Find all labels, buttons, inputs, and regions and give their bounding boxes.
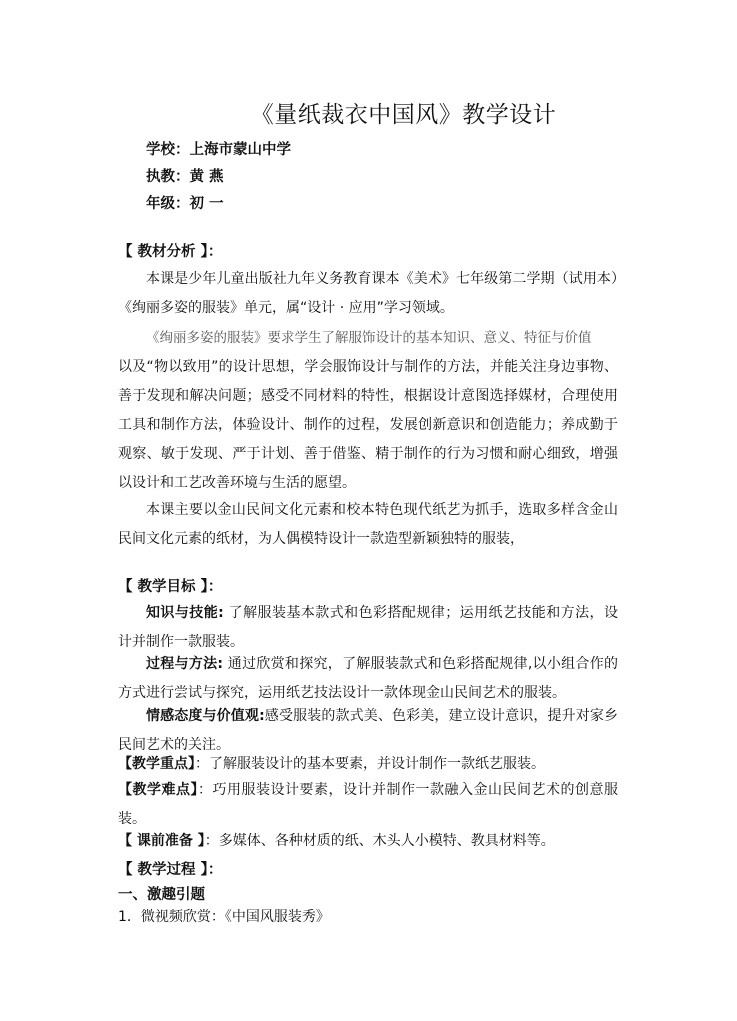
school-line [146, 138, 291, 159]
goal-process-label: 过程与方法: [146, 656, 224, 672]
goal-process [118, 650, 618, 708]
analysis-heading: 【 教材分析 】： [118, 244, 223, 260]
teacher-label: 执教： [146, 169, 190, 185]
teacher-value: 黄 燕 [189, 169, 224, 185]
analysis-paragraph-2-lead: 《绚丽多姿的服装》要求学生了解服饰设计的基本知识、意义、特征与价值 [146, 330, 592, 346]
key-point-heading: 【教学重点】 [118, 756, 195, 772]
document-title: 《量纸裁衣中国风》教学设计 [250, 102, 557, 128]
difficulty [118, 776, 618, 834]
difficulty-heading: 【教学难点】 [118, 782, 198, 798]
school-value: 上海市蒙山中学 [189, 142, 291, 158]
preparation [118, 827, 618, 856]
process-step1-title: 一、激趣引题 [118, 887, 205, 903]
grade-label: 年级： [146, 196, 190, 212]
process-step1-item: 1．微视频欣赏：《中国风服装秀》 [118, 909, 330, 925]
difficulty-text: ：巧用服装设计要素，设计并制作一款融入金山民间艺术的创意服装。 [118, 782, 618, 827]
grade-value: 初 一 [189, 196, 224, 212]
analysis-paragraph-2-body: 以及“物以致用”的设计思想，学会服饰设计与制作的方法，并能关注身边事物、善于发现和解决问题；感受不同材料的特性，根据设计意图选择媒材，合理使用工具和制作方法，体验设计、制作的过程，发展创新意识和创造能力；养成勤于观察、敏于发现、严于计划、善于借鉴、精于制作的行为习惯和耐心细致，增强以设计和工艺改善环境与生活的愿望。 [118, 359, 618, 491]
goal-process-text: 通过欣赏和探究，了解服装款式和色彩搭配规律,以小组合作的方式进行尝试与探究，运用纸艺技法设计一款体现金山民间艺术的服装。 [118, 656, 618, 701]
preparation-text: ：多媒体、各种材质的纸、木头人小模特、教具材料等。 [204, 833, 555, 849]
goal-knowledge-text: 了解服装基本款式和色彩搭配规律；运用纸艺技能和方法，设计并制作一款服装。 [118, 605, 618, 650]
analysis-paragraph-3: 本课主要以金山民间文化元素和校本特色现代纸艺为抓手，选取多样含金山民间文化元素的纸材，为人偶模特设计一款造型新颖独特的服装， [118, 502, 618, 547]
key-point [118, 750, 618, 779]
key-point-text: ：了解服装设计的基本要素，并设计制作一款纸艺服装。 [195, 756, 545, 772]
teacher-line [146, 165, 224, 186]
school-label: 学校： [146, 142, 190, 158]
goals-heading: 【 教学目标 】： [118, 579, 223, 595]
goal-attitude-text: 感受服装的款式美、色彩美，建立设计意识，提升对家乡民间艺术的关注。 [118, 708, 618, 753]
process-heading: 【 教学过程 】： [118, 862, 223, 878]
analysis-paragraph-2 [118, 324, 618, 498]
analysis-paragraph-1: 本课是少年儿童出版社九年义务教育课本《美术》七年级第二学期（试用本）《绚丽多姿的服装》单元，属“设计 · 应用”学习领域。 [118, 271, 618, 316]
goal-attitude-label: 情感态度与价值观: [146, 708, 265, 724]
grade-line [146, 192, 224, 213]
goal-knowledge-label: 知识与技能: [146, 605, 224, 621]
preparation-heading: 【 课前准备 】 [118, 833, 205, 849]
goal-knowledge [118, 599, 618, 657]
